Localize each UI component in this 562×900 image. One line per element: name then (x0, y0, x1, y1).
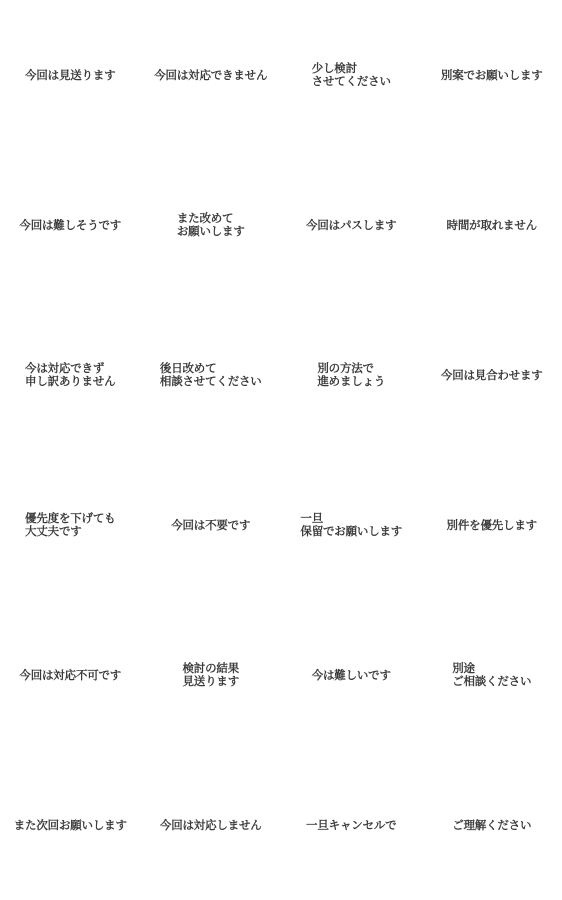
sticker-19[interactable] (281, 600, 422, 750)
sticker-label: 別案でお願いします (440, 67, 543, 82)
sticker-16[interactable] (422, 450, 562, 600)
sticker-label: 後日改めて 相談させてください (159, 361, 262, 388)
sticker-label: また次回お願いします (13, 817, 127, 832)
sticker-17[interactable] (0, 600, 141, 750)
sticker-label: 少し検討 させてください (311, 61, 391, 88)
sticker-10[interactable] (141, 300, 282, 450)
sticker-24[interactable] (422, 750, 562, 900)
sticker-label: 一旦 保留でお願いします (300, 511, 403, 538)
sticker-label: ご理解ください (452, 817, 532, 832)
sticker-label: 今回は不要です (171, 517, 251, 532)
sticker-label: 今は難しいです (311, 667, 391, 682)
sticker-label: 今回は対応不可です (19, 667, 122, 682)
sticker-20[interactable] (422, 600, 562, 750)
sticker-9[interactable] (0, 300, 141, 450)
sticker-18[interactable] (141, 600, 282, 750)
sticker-label: また改めて お願いします (176, 211, 245, 238)
sticker-label: 今回は見送ります (25, 67, 116, 82)
sticker-23[interactable] (281, 750, 422, 900)
sticker-8[interactable] (422, 150, 562, 300)
sticker-label: 時間が取れません (446, 217, 537, 232)
sticker-11[interactable] (281, 300, 422, 450)
sticker-label: 別件を優先します (446, 517, 537, 532)
sticker-13[interactable] (0, 450, 141, 600)
sticker-label: 別の方法で 進めましょう (317, 361, 386, 388)
sticker-label: 別途 ご相談ください (452, 661, 532, 688)
sticker-15[interactable] (281, 450, 422, 600)
sticker-5[interactable] (0, 150, 141, 300)
sticker-12[interactable] (422, 300, 562, 450)
sticker-label: 今回は対応できません (154, 67, 268, 82)
sticker-label: 今回はパスします (306, 217, 397, 232)
sticker-label: 今回は対応しません (159, 817, 262, 832)
sticker-label: 今回は難しそうです (19, 217, 122, 232)
sticker-6[interactable] (141, 150, 282, 300)
sticker-label: 今は対応できず 申し訳ありません (25, 361, 116, 388)
sticker-2[interactable] (141, 0, 282, 150)
sticker-3[interactable] (281, 0, 422, 150)
sticker-7[interactable] (281, 150, 422, 300)
sticker-14[interactable] (141, 450, 282, 600)
sticker-label: 一旦キャンセルで (306, 817, 397, 832)
sticker-22[interactable] (141, 750, 282, 900)
sticker-label: 優先度を下げても 大丈夫です (25, 511, 116, 538)
sticker-label: 検討の結果 見送ります (182, 661, 239, 688)
sticker-21[interactable] (0, 750, 141, 900)
sticker-4[interactable] (422, 0, 562, 150)
sticker-label: 今回は見合わせます (440, 367, 543, 382)
sticker-1[interactable] (0, 0, 141, 150)
